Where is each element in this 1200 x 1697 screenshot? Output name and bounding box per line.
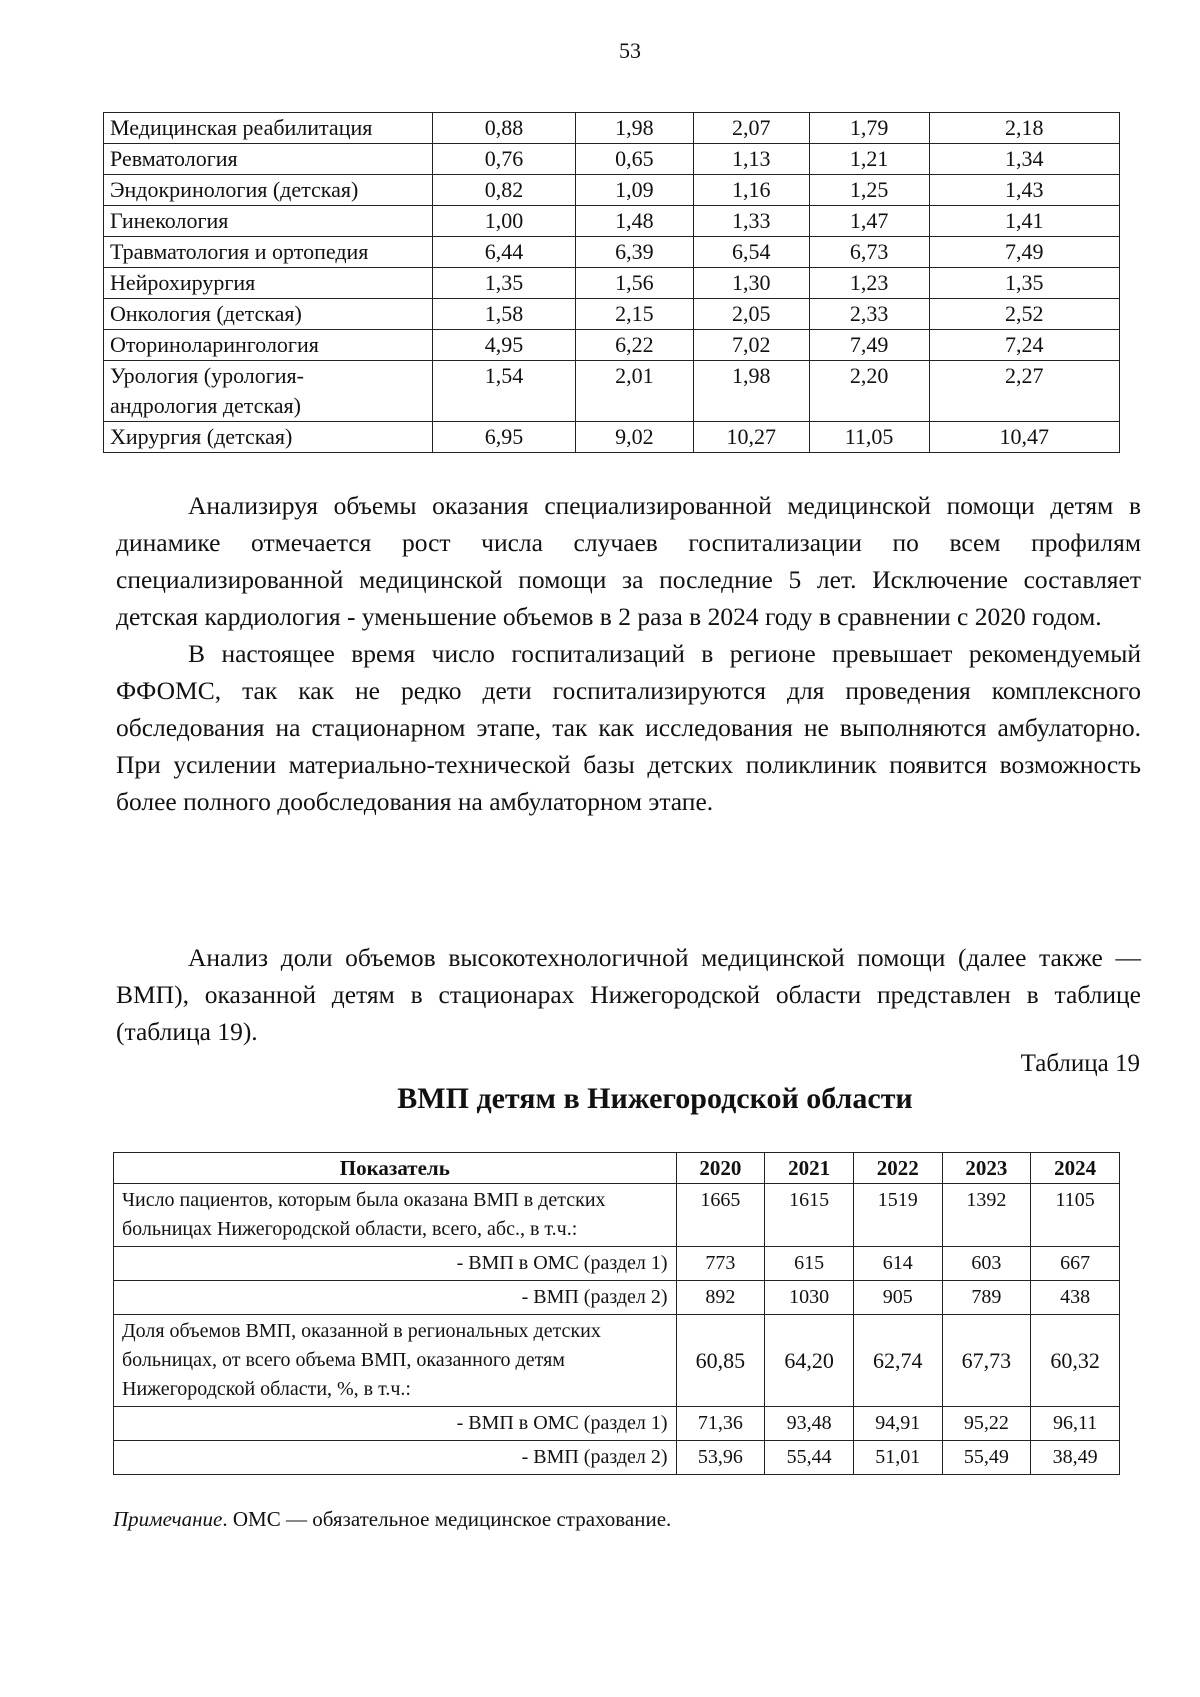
row-label: Онкология (детская) (104, 299, 433, 330)
cell: 1030 (765, 1281, 854, 1315)
table-row (114, 1247, 1120, 1281)
row-label: Травматология и ортопедия (104, 237, 433, 268)
cell: 11,05 (809, 422, 929, 453)
cell: 0,65 (576, 144, 694, 175)
table-row (104, 330, 1120, 361)
cell: 71,36 (676, 1407, 765, 1441)
row-label: Нейрохирургия (104, 268, 433, 299)
row-label: - ВМП (раздел 2) (114, 1441, 677, 1475)
cell: 438 (1031, 1281, 1120, 1315)
table-note (113, 1507, 671, 1532)
cell: 2,01 (576, 361, 694, 422)
cell: 2,05 (693, 299, 809, 330)
cell: 1,98 (576, 113, 694, 144)
table-row (104, 268, 1120, 299)
cell: 95,22 (942, 1407, 1031, 1441)
row-label: Доля объемов ВМП, оказанной в региональных детских больницах, от всего объема ВМП, оказанного детям Нижегородской области, %, в т.ч.: (114, 1315, 677, 1407)
cell: 10,47 (929, 422, 1119, 453)
cell: 1,13 (693, 144, 809, 175)
row-label: Гинекология (104, 206, 433, 237)
cell: 2,15 (576, 299, 694, 330)
cell: 6,73 (809, 237, 929, 268)
vmp-table (113, 1152, 1120, 1475)
cell: 789 (942, 1281, 1031, 1315)
specialty-table (103, 112, 1120, 453)
cell: 615 (765, 1247, 854, 1281)
cell: 96,11 (1031, 1407, 1120, 1441)
cell: 38,49 (1031, 1441, 1120, 1475)
cell: 1,54 (432, 361, 575, 422)
header-indicator: Показатель (114, 1153, 677, 1184)
cell: 60,85 (676, 1315, 765, 1407)
cell: 0,82 (432, 175, 575, 206)
cell: 1,47 (809, 206, 929, 237)
cell: 60,32 (1031, 1315, 1120, 1407)
row-label (104, 361, 433, 422)
table-row (114, 1441, 1120, 1475)
cell: 55,44 (765, 1441, 854, 1475)
cell: 67,73 (942, 1315, 1031, 1407)
table-row (104, 237, 1120, 268)
cell: 2,33 (809, 299, 929, 330)
cell: 0,88 (432, 113, 575, 144)
cell: 1615 (765, 1184, 854, 1247)
cell: 1,35 (432, 268, 575, 299)
cell: 1,16 (693, 175, 809, 206)
cell: 6,22 (576, 330, 694, 361)
table-row (104, 299, 1120, 330)
cell: 55,49 (942, 1441, 1031, 1475)
header-year: 2023 (942, 1153, 1031, 1184)
row-label: Число пациентов, которым была оказана ВМП в детских больницах Нижегородской области, всего, абс., в т.ч.: (114, 1184, 677, 1247)
cell: 1,33 (693, 206, 809, 237)
cell: 1392 (942, 1184, 1031, 1247)
cell: 773 (676, 1247, 765, 1281)
row-label: - ВМП в ОМС (раздел 1) (114, 1407, 677, 1441)
row-label: - ВМП в ОМС (раздел 1) (114, 1247, 677, 1281)
cell: 2,18 (929, 113, 1119, 144)
page-number: 53 (619, 38, 641, 63)
table-row (114, 1407, 1120, 1441)
cell: 1,35 (929, 268, 1119, 299)
cell: 53,96 (676, 1441, 765, 1475)
header-year: 2022 (853, 1153, 942, 1184)
table-row (104, 175, 1120, 206)
cell: 51,01 (853, 1441, 942, 1475)
cell: 614 (853, 1247, 942, 1281)
cell: 2,52 (929, 299, 1119, 330)
table-row (104, 361, 1120, 422)
table-row (104, 422, 1120, 453)
cell: 64,20 (765, 1315, 854, 1407)
body-text (116, 939, 1141, 1050)
cell: 1,25 (809, 175, 929, 206)
cell: 6,54 (693, 237, 809, 268)
table-title: ВМП детям в Нижегородской области (397, 1082, 913, 1115)
cell: 10,27 (693, 422, 809, 453)
cell: 2,07 (693, 113, 809, 144)
row-label: - ВМП (раздел 2) (114, 1281, 677, 1315)
cell: 6,39 (576, 237, 694, 268)
paragraph: Анализируя объемы оказания специализированной медицинской помощи детям в динамике отмечается рост числа случаев госпитализации по всем профилям специализированной медицинской помощи за последние 5 лет. Исключение составляет детская кардиология - уменьшение объемов в 2 раза в 2024 году в сравнении с 2020 годом. (116, 491, 1141, 631)
cell: 7,49 (809, 330, 929, 361)
cell: 1665 (676, 1184, 765, 1247)
table-row (114, 1281, 1120, 1315)
cell: 0,76 (432, 144, 575, 175)
cell: 7,24 (929, 330, 1119, 361)
cell: 1,34 (929, 144, 1119, 175)
cell: 603 (942, 1247, 1031, 1281)
cell: 2,27 (929, 361, 1119, 422)
cell: 1,09 (576, 175, 694, 206)
table-row (104, 113, 1120, 144)
table-row (104, 144, 1120, 175)
cell: 667 (1031, 1247, 1120, 1281)
row-label: Медицинская реабилитация (104, 113, 433, 144)
cell: 6,44 (432, 237, 575, 268)
cell: 7,02 (693, 330, 809, 361)
cell: 1,98 (693, 361, 809, 422)
header-year: 2020 (676, 1153, 765, 1184)
cell: 4,95 (432, 330, 575, 361)
cell: 62,74 (853, 1315, 942, 1407)
cell: 1,23 (809, 268, 929, 299)
cell: 1,43 (929, 175, 1119, 206)
cell: 1105 (1031, 1184, 1120, 1247)
table-row (104, 206, 1120, 237)
cell: 9,02 (576, 422, 694, 453)
cell: 1,56 (576, 268, 694, 299)
row-label: Хирургия (детская) (104, 422, 433, 453)
cell: 93,48 (765, 1407, 854, 1441)
cell: 905 (853, 1281, 942, 1315)
row-label: Эндокринология (детская) (104, 175, 433, 206)
body-text (116, 487, 1141, 820)
cell: 1,58 (432, 299, 575, 330)
cell: 1,48 (576, 206, 694, 237)
table-caption: Таблица 19 (1020, 1050, 1140, 1077)
paragraph: В настоящее время число госпитализаций в регионе превышает рекомендуемый ФФОМС, так как не редко дети госпитализируются для проведения комплексного обследования на стационарном этапе, так как исследования не выполняются амбулаторно. При усилении материально-технической базы детских поликлиник появится возможность более полного дообследования на амбулаторном этапе. (116, 639, 1141, 816)
row-label-line: андрология детская) (110, 393, 302, 418)
cell: 1,00 (432, 206, 575, 237)
cell: 1,21 (809, 144, 929, 175)
cell: 892 (676, 1281, 765, 1315)
table-header-row (114, 1153, 1120, 1184)
cell: 1,30 (693, 268, 809, 299)
row-label: Ревматология (104, 144, 433, 175)
cell: 6,95 (432, 422, 575, 453)
note-text: . ОМС — обязательное медицинское страхование. (222, 1507, 672, 1531)
cell: 2,20 (809, 361, 929, 422)
table-row (114, 1184, 1120, 1247)
cell: 1519 (853, 1184, 942, 1247)
note-prefix: Примечание (113, 1507, 223, 1531)
row-label: Оториноларингология (104, 330, 433, 361)
header-year: 2021 (765, 1153, 854, 1184)
header-year: 2024 (1031, 1153, 1120, 1184)
cell: 94,91 (853, 1407, 942, 1441)
paragraph: Анализ доли объемов высокотехнологичной медицинской помощи (далее также — ВМП), оказанной детям в стационарах Нижегородской области представлен в таблице (таблица 19). (116, 943, 1141, 1046)
cell: 7,49 (929, 237, 1119, 268)
cell: 1,41 (929, 206, 1119, 237)
row-label-line: Урология (урология- (110, 363, 305, 388)
cell: 1,79 (809, 113, 929, 144)
table-row (114, 1315, 1120, 1407)
